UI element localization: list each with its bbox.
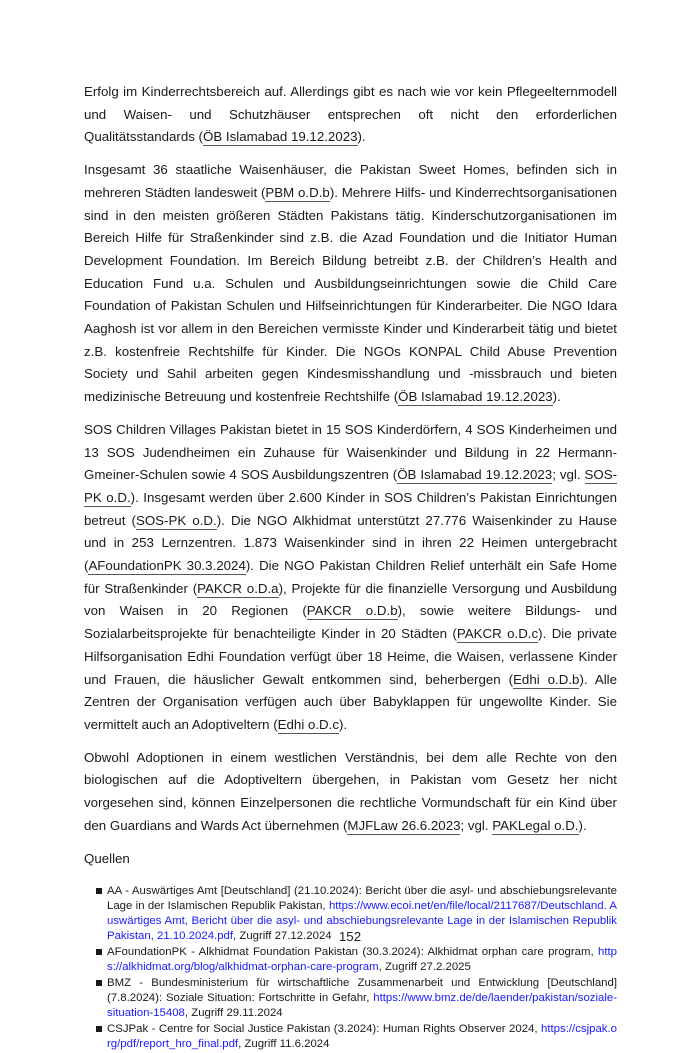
paragraph-text: ), Projekte für die finanzielle Versorgung und Ausbildung von Waisen in 20 Regionen ( <box>84 580 617 619</box>
paragraph-text: Insgesamt 36 staatliche Waisenhäuser, die Pakistan Sweet Homes, befinden sich in mehreren Städten landesweit ( <box>84 162 617 200</box>
source-url-link[interactable]: https://www.bmz.de/de/laender/pakistan/soziale-situation-15408 <box>107 992 617 1020</box>
citation-link[interactable]: ÖB Islamabad 19.12.2023 <box>203 129 358 145</box>
source-text: BMZ - Bundesministerium für wirtschaftliche Zusammenarbeit und Entwicklung [Deutschland] (7.8.2024): Soziale Situation: Fortschritte in Gefahr, <box>107 977 617 1005</box>
paragraph-text: ), sowie weitere Bildungs- und Sozialarbeitsprojekte für benachteiligte Kinder in 20 Städten ( <box>84 603 617 642</box>
bullet-icon <box>96 1026 102 1032</box>
page-number: 152 <box>338 929 362 944</box>
source-text: AFoundationPK - Alkhidmat Foundation Pakistan (30.3.2024): Alkhidmat orphan care program, <box>107 946 598 959</box>
citation-link[interactable]: PAKCR o.D.c <box>456 626 539 642</box>
source-url-link[interactable]: https://www.ecoi.net/en/file/local/2117687/Deutschland. Auswärtiges Amt, Bericht über die asyl- und abschiebungsrelevante Lage in der Islamischen Republik Pakistan, 21.10.2024.pdf <box>107 900 617 943</box>
document-body <box>84 81 617 1053</box>
paragraph-text: ). <box>578 817 587 833</box>
source-access-date: , Zugriff 27.2.2025 <box>378 961 471 974</box>
citation-link[interactable]: Edhi o.D.c <box>277 716 339 732</box>
citation-link[interactable]: AFoundationPK 30.3.2024 <box>88 558 246 574</box>
bullet-icon <box>96 949 102 955</box>
paragraph-text: ). Die private Hilfsorganisation Edhi Foundation verfügt über 18 Heime, die Waisen, verlassene Kinder und Frauen, die häuslicher Gewalt entkommen sind, beherbergen ( <box>84 626 617 687</box>
citation-link[interactable]: ÖB Islamabad 19.12.2023 <box>398 389 553 405</box>
citation-link[interactable]: SOS-PK o.D. <box>84 467 618 505</box>
paragraph-text: ). Alle Zentren der Organisation verfügen auch über Babyklappen für ungewollte Kinder. Sie vermittelt auch an Adoptiveltern ( <box>84 671 618 732</box>
paragraph-text: ; vgl. <box>552 467 585 483</box>
source-text: AA - Auswärtiges Amt [Deutschland] (21.10.2024): Bericht über die asyl- und abschiebungsrelevante Lage in der Islamischen Republik Pakistan, <box>107 885 617 913</box>
paragraph-text: Obwohl Adoptionen in einem westlichen Verständnis, bei dem alle Rechte von den biologischen auf die Adoptiveltern übergehen, in Pakistan vom Gesetz her nicht vorgesehen sind, können Einzelpersonen die rechtliche Vormundschaft für ein Kind über den Guardians and Wards Act übernehmen ( <box>84 749 617 833</box>
source-access-date: , Zugriff 27.12.2024 <box>233 930 332 943</box>
citation-link[interactable]: PAKCR o.D.b <box>306 603 398 619</box>
paragraph-text: ). Die NGO Alkhidmat unterstützt 27.776 Waisenkinder zu Hause und in 253 Lernzentren. 1.873 Waisenkinder sind in ihren 22 Heimen untergebracht ( <box>84 512 618 574</box>
paragraph-text: ). Insgesamt werden über 2.600 Kinder in SOS Children’s Pakistan Einrichtungen betreut ( <box>84 489 617 528</box>
paragraph-text: ). Die NGO Pakistan Children Relief unterhält ein Safe Home für Straßenkinder ( <box>84 558 617 596</box>
source-url-link[interactable]: https://csjpak.org/pdf/report_hro_final.pdf <box>107 1023 617 1051</box>
paragraph-text: ; vgl. <box>460 817 493 833</box>
source-access-date: , Zugriff 11.6.2024 <box>238 1038 330 1051</box>
source-item <box>107 976 617 1021</box>
citation-link[interactable]: MJFLaw 26.6.2023 <box>347 817 461 833</box>
paragraph-text: Erfolg im Kinderrechtsbereich auf. Allerdings gibt es nach wie vor kein Pflegeelternmodell und Waisen- und Schutzhäuser entsprechen oft nicht den erforderlichen Qualitätsstandards ( <box>84 84 617 145</box>
citation-link[interactable]: Edhi o.D.b <box>513 671 580 687</box>
body-paragraphs <box>84 81 617 838</box>
body-paragraph <box>84 81 617 149</box>
paragraph-text: ). Mehrere Hilfs- und Kinderrechtsorganisationen sind in den meisten größeren Städten Pakistans tätig. Kinderschutzorganisationen im Bereich Hilfe für Straßenkinder sind z.B. die Azad Foundation und die Initiator Human Development Foundation. Im Bereich Bildung betreibt z.B. der Children’s Health and Education Fund u.a. Schulen und Ausbildungseinrichtungen sowie die Child Care Foundation of Pakistan Schulen und Hilfseinrichtungen für Kinderarbeiter. Die NGO Idara Aaghosh ist vor allem in den Bereichen vermisste Kinder und Kinderarbeit tätig und bietet z.B. kostenfreie Rechtshilfe für Kinder. Die NGOs KONPAL Child Abuse Prevention Society und Sahil arbeiten gegen Kindesmisshandlung und -missbrauch und bieten medizinische Betreuung und kostenfreie Rechtshilfe ( <box>84 184 617 405</box>
paragraph-text: ). <box>357 129 366 145</box>
bullet-icon <box>96 888 102 894</box>
sources-heading: Quellen <box>84 850 130 866</box>
paragraph-text: ). <box>339 716 348 732</box>
citation-link[interactable]: SOS-PK o.D. <box>135 512 217 528</box>
citation-link[interactable]: PAKCR o.D.a <box>197 580 279 596</box>
source-text: CSJPak - Centre for Social Justice Pakistan (3.2024): Human Rights Observer 2024, <box>107 1023 542 1036</box>
paragraph-text: SOS Children Villages Pakistan bietet in 15 SOS Kinderdörfern, 4 SOS Kinderheimen und 13 SOS Judendheimen ein Zuhause für Waisenkinder und Bildung in 22 Hermann-Gmeiner-Schulen sowie 4 SOS Ausbildungszentren ( <box>84 421 617 483</box>
source-url-link[interactable]: https://alkhidmat.org/blog/alkhidmat-orphan-care-program <box>107 946 617 974</box>
bullet-icon <box>96 980 102 986</box>
citation-link[interactable]: ÖB Islamabad 19.12.2023 <box>397 467 553 483</box>
citation-link[interactable]: PBM o.D.b <box>265 184 330 200</box>
source-access-date: , Zugriff 29.11.2024 <box>184 1007 283 1020</box>
source-item <box>107 1022 617 1052</box>
sources-list <box>84 884 617 1052</box>
citation-link[interactable]: PAKLegal o.D. <box>492 817 579 833</box>
paragraph-text: ). <box>552 389 561 405</box>
source-item <box>107 945 617 975</box>
body-paragraph <box>84 159 617 409</box>
body-paragraph <box>84 747 617 838</box>
body-paragraph <box>84 419 617 737</box>
